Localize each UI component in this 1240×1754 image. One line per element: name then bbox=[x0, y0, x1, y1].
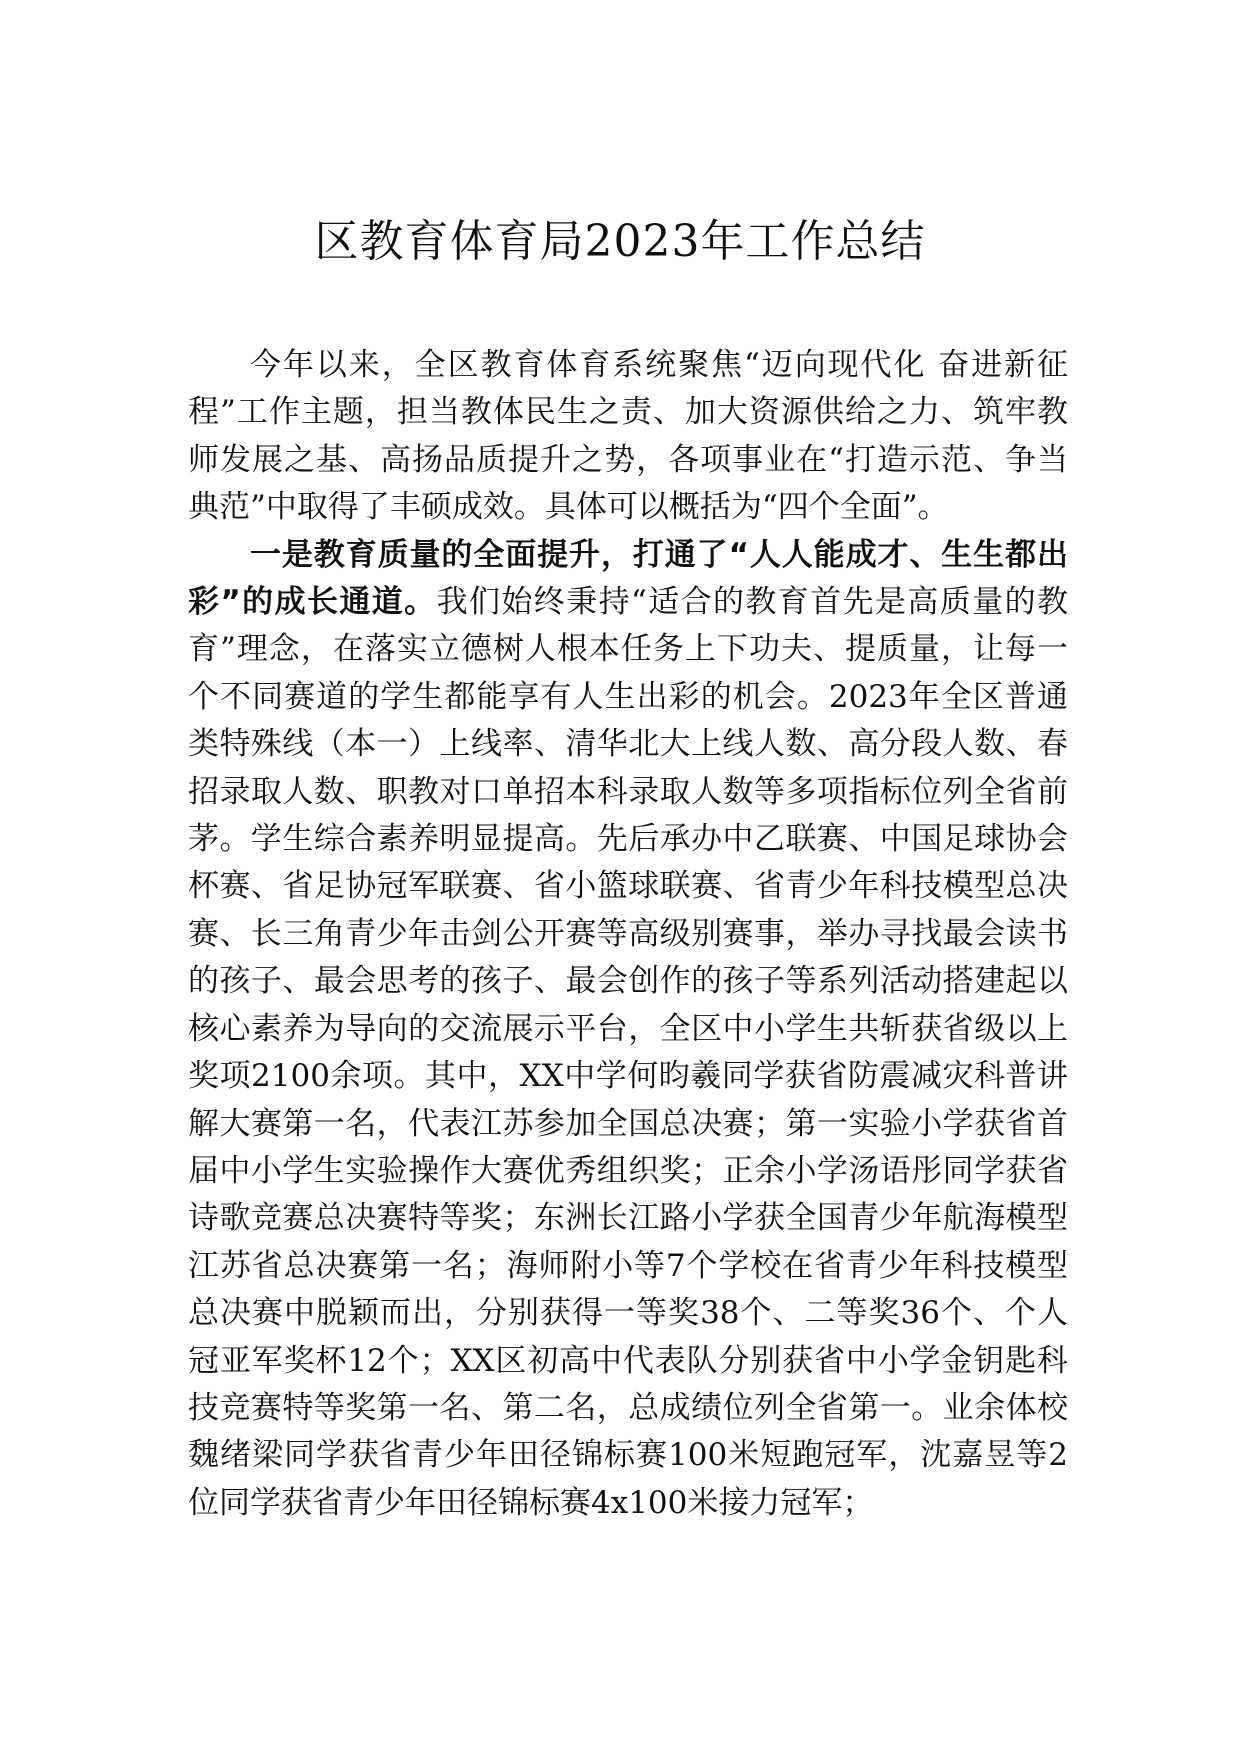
document-title: 区教育体育局2023年工作总结 bbox=[314, 216, 926, 267]
document-body bbox=[188, 342, 1068, 1527]
paragraph-lead: 一是教育质量的全面提升，打通了“人人能成才、生生都出彩”的成长通道。 bbox=[188, 536, 1068, 621]
paragraph-intro bbox=[188, 342, 1068, 532]
paragraph-education-quality bbox=[188, 532, 1068, 1528]
paragraph-text: 我们始终秉持“适合的教育首先是高质量的教育”理念，在落实立德树人根本任务上下功夫、提质量，让每一个不同赛道的学生都能享有人生出彩的机会。2023年全区普通类特殊线（本一）上线率、清华北大上线人数、高分段人数、春招录取人数、职教对口单招本科录取人数等多项指标位列全省前茅。学生综合素养明显提高。先后承办中乙联赛、中国足球协会杯赛、省足协冠军联赛、省小篮球联赛、省青少年科技模型总决赛、长三角青少年击剑公开赛等高级别赛事，举办寻找最会读书的孩子、最会思考的孩子、最会创作的孩子等系列活动搭建起以核心素养为导向的交流展示平台，全区中小学生共斩获省级以上奖项2100余项。其中，XX中学何昀羲同学获省防震减灾科普讲解大赛第一名，代表江苏参加全国总决赛；第一实验小学获省首届中小学生实验操作大赛优秀组织奖；正余小学汤语彤同学获省诗歌竞赛总决赛特等奖；东洲长江路小学获全国青少年航海模型江苏省总决赛第一名；海师附小等7个学校在省青少年科技模型总决赛中脱颖而出，分别获得一等奖38个、二等奖36个、个人冠亚军奖杯12个；XX区初高中代表队分别获省中小学金钥匙科技竞赛特等奖第一名、第二名，总成绩位列全省第一。业余体校魏绪梁同学获省青少年田径锦标赛100米短跑冠军，沈嘉昱等2位同学获省青少年田径锦标赛4x100米接力冠军； bbox=[188, 584, 1069, 1521]
paragraph-text: 今年以来，全区教育体育系统聚焦“迈向现代化 奋进新征程”工作主题，担当教体民生之责、加大资源供给之力、筑牢教师发展之基、高扬品质提升之势，各项事业在“打造示范、争当典范”中取得了丰硕成效。具体可以概括为“四个全面”。 bbox=[188, 347, 1068, 526]
